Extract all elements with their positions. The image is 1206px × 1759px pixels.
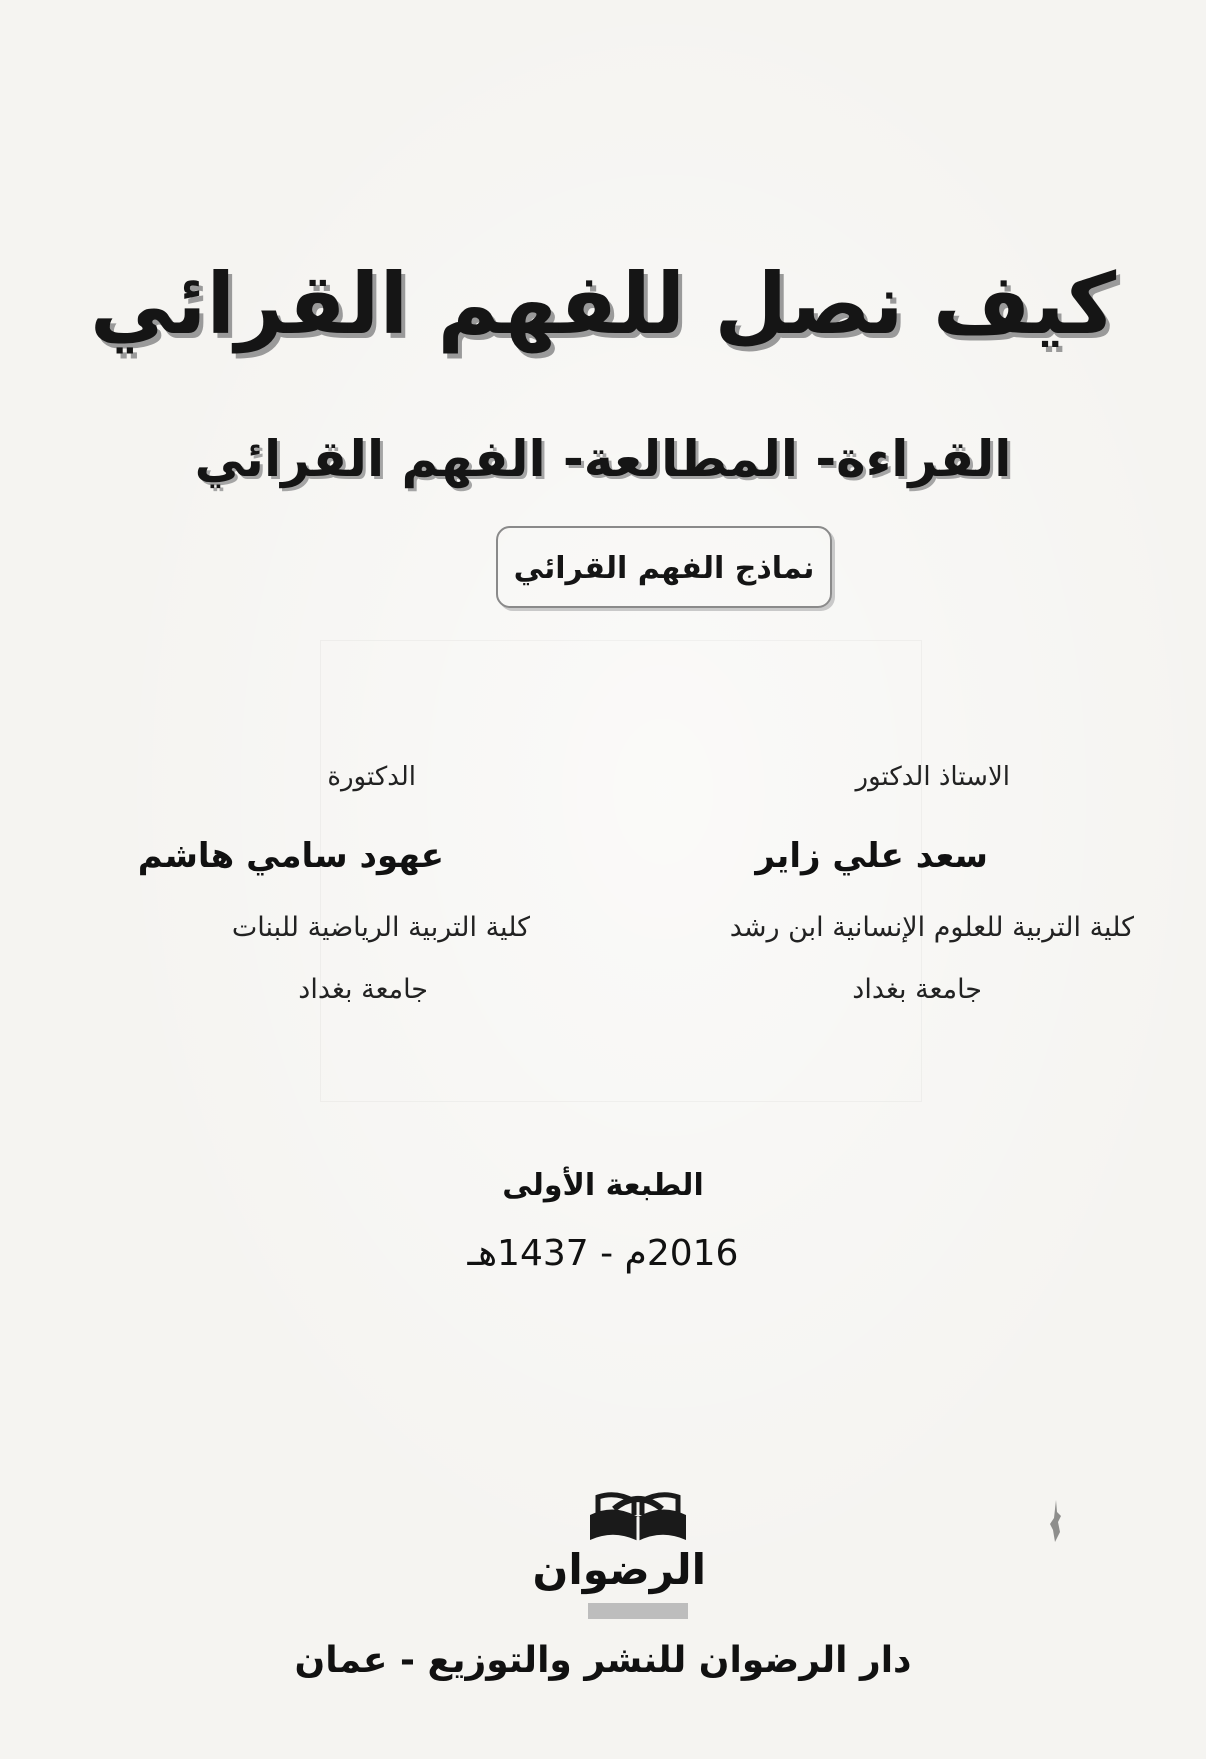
author-2-affiliation: كلية التربية الرياضية للبنات <box>231 912 530 943</box>
author-2-university: جامعة بغداد <box>298 974 428 1005</box>
author-1-university: جامعة بغداد <box>852 974 982 1005</box>
publisher-logo-text: الرضوان <box>532 1545 706 1594</box>
author-2-name: عهود سامي هاشم <box>137 836 444 876</box>
author-2-rank: الدكتورة <box>327 762 416 792</box>
book-subtitle: القراءة- المطالعة- الفهم القرائي <box>194 430 1012 488</box>
edition-label: الطبعة الأولى <box>502 1168 704 1203</box>
subsubtitle-text: نماذج الفهم القرائي <box>513 551 815 586</box>
subsubtitle-box <box>496 526 832 608</box>
publisher-name: دار الرضوان للنشر والتوزيع - عمان <box>294 1640 912 1681</box>
publisher-logo <box>532 1485 706 1625</box>
author-1-name: سعد علي زاير <box>755 836 988 876</box>
logo-strip <box>588 1603 688 1619</box>
author-1-affiliation: كلية التربية للعلوم الإنسانية ابن رشد <box>729 912 1134 943</box>
author-1-rank: الاستاذ الدكتور <box>855 762 1010 792</box>
publication-year: 2016م - 1437هـ <box>467 1233 739 1274</box>
book-title: كيف نصل للفهم القرائي <box>89 255 1117 353</box>
ink-speck-mark <box>1048 1498 1064 1544</box>
